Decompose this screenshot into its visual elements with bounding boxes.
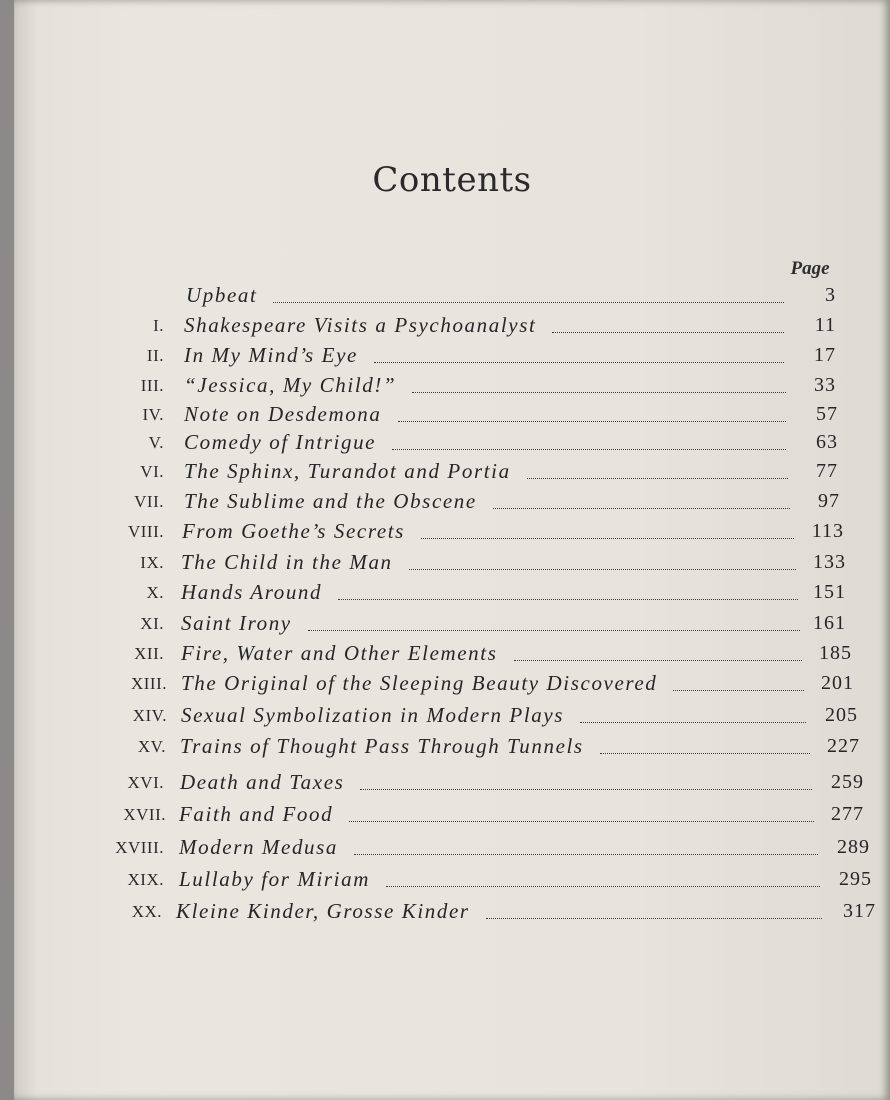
dot-leader	[552, 332, 784, 333]
chapter-number: II.	[146, 346, 164, 365]
page-number: 113	[811, 520, 844, 542]
chapter-title: Saint Irony	[181, 611, 292, 635]
dot-leader	[386, 886, 820, 887]
chapter-title: Faith and Food	[179, 802, 334, 826]
page-number: 17	[814, 344, 836, 366]
chapter-title: The Child in the Man	[181, 550, 393, 574]
chapter-number: XX.	[131, 902, 162, 921]
chapter-title: Kleine Kinder, Grosse Kinder	[176, 899, 470, 923]
page-title: Contents	[372, 160, 532, 200]
page-number: 201	[821, 672, 854, 694]
dot-leader	[486, 918, 822, 919]
chapter-title: Sexual Symbolization in Modern Plays	[181, 703, 565, 727]
page-number: 97	[818, 490, 840, 512]
chapter-title: Fire, Water and Other Elements	[181, 641, 498, 665]
chapter-title: Comedy of Intrigue	[184, 430, 377, 454]
chapter-number: XIV.	[132, 706, 167, 725]
chapter-number: IV.	[142, 405, 164, 424]
page-number: 259	[831, 771, 864, 793]
dot-leader	[374, 362, 784, 363]
dot-leader	[600, 753, 810, 754]
dot-leader	[392, 449, 786, 450]
chapter-title: Upbeat	[186, 283, 258, 307]
page-column-header: Page	[790, 258, 830, 279]
page-number: 3	[825, 284, 836, 306]
page-number: 33	[814, 374, 836, 396]
dot-leader	[409, 569, 796, 570]
chapter-number: XIX.	[127, 870, 164, 889]
page-number: 289	[837, 836, 870, 858]
table-of-contents	[14, 0, 890, 1100]
chapter-title: The Sublime and the Obscene	[184, 489, 477, 513]
page-number: 205	[825, 704, 858, 726]
dot-leader	[308, 630, 800, 631]
chapter-number: XII.	[134, 644, 164, 663]
page-number: 151	[813, 581, 846, 603]
page-number: 133	[813, 551, 846, 573]
dot-leader	[493, 508, 790, 509]
dot-leader	[514, 660, 802, 661]
chapter-title: From Goethe’s Secrets	[182, 519, 405, 543]
chapter-number: XVIII.	[115, 838, 164, 857]
page-number: 295	[839, 868, 872, 890]
dot-leader	[580, 722, 806, 723]
chapter-number: XV.	[137, 737, 166, 756]
chapter-title: Modern Medusa	[179, 835, 339, 859]
chapter-number: XIII.	[130, 674, 167, 693]
chapter-number: VII.	[134, 492, 164, 511]
dot-leader	[421, 538, 794, 539]
page-number: 317	[843, 900, 876, 922]
dot-leader	[349, 821, 814, 822]
chapter-title: “Jessica, My Child!”	[184, 373, 397, 397]
page-number: 277	[831, 803, 864, 825]
page-number: 185	[819, 642, 852, 664]
chapter-number: IX.	[140, 553, 164, 572]
chapter-title: In My Mind’s Eye	[184, 343, 358, 367]
chapter-title: Shakespeare Visits a Psychoanalyst	[184, 313, 537, 337]
book-page	[14, 0, 890, 1100]
page-number: 161	[813, 612, 846, 634]
chapter-number: X.	[146, 583, 164, 602]
page-number: 11	[814, 314, 836, 336]
chapter-title: Hands Around	[181, 580, 323, 604]
chapter-number: I.	[153, 316, 164, 335]
chapter-number: III.	[140, 376, 164, 395]
dot-leader	[273, 302, 784, 303]
chapter-number: VI.	[140, 462, 164, 481]
chapter-title: Note on Desdemona	[184, 402, 382, 426]
dot-leader	[398, 421, 786, 422]
chapter-title: Lullaby for Miriam	[179, 867, 370, 891]
page-number: 63	[816, 431, 838, 453]
chapter-title: The Original of the Sleeping Beauty Discovered	[181, 671, 658, 695]
page-number: 57	[816, 403, 838, 425]
chapter-title: Trains of Thought Pass Through Tunnels	[180, 734, 584, 758]
dot-leader	[338, 599, 798, 600]
chapter-number: XI.	[140, 614, 164, 633]
chapter-title: Death and Taxes	[180, 770, 345, 794]
chapter-title: The Sphinx, Turandot and Portia	[184, 459, 511, 483]
chapter-number: VIII.	[127, 522, 164, 541]
dot-leader	[360, 789, 812, 790]
page-number: 227	[827, 735, 860, 757]
dot-leader	[412, 392, 786, 393]
chapter-number: XVI.	[127, 773, 164, 792]
dot-leader	[354, 854, 818, 855]
chapter-number: XVII.	[123, 805, 166, 824]
dot-leader	[527, 478, 788, 479]
dot-leader	[673, 690, 804, 691]
page-number: 77	[816, 460, 838, 482]
chapter-number: V.	[148, 433, 164, 452]
